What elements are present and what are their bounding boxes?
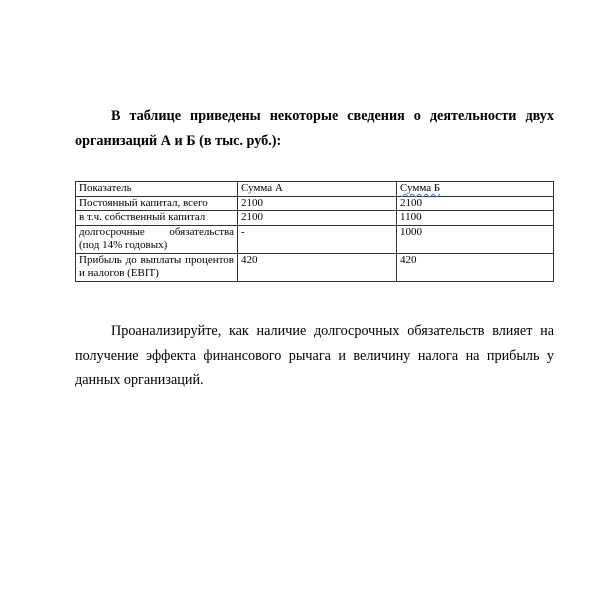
table-row: [76, 196, 554, 211]
table-cell: 2100: [238, 196, 397, 211]
header-cell: Сумма А: [238, 182, 397, 197]
intro-text: В таблице приведены некоторые сведения о деятельности двух организаций А и Б (в тыс. руб.):: [75, 108, 554, 149]
table-row: [76, 211, 554, 226]
table-cell: в т.ч. собственный капитал: [76, 211, 238, 226]
table-header-row: [76, 182, 554, 197]
table-cell: 1000: [397, 225, 554, 253]
table-cell: 2100: [238, 211, 397, 226]
header-cell-text: Сумма Б: [400, 182, 441, 194]
table-cell: Постоянный капитал, всего: [76, 196, 238, 211]
question-paragraph: [75, 319, 554, 393]
table-cell: 1100: [397, 211, 554, 226]
table-row: [76, 253, 554, 281]
data-table: [75, 181, 554, 282]
intro-paragraph: [75, 104, 554, 153]
table-cell: 420: [397, 253, 554, 281]
question-text: Проанализируйте, как наличие долгосрочных обязательств влияет на получение эффекта финансового рычага и величину налога на прибыль у данных организаций.: [75, 323, 554, 388]
table-cell: Прибыль до выплаты процентов и налогов (EBIT): [76, 253, 238, 281]
table-row: [76, 225, 554, 253]
header-cell: Показатель: [76, 182, 238, 197]
header-cell: [397, 182, 554, 197]
table-cell: 2100: [397, 196, 554, 211]
table-cell: -: [238, 225, 397, 253]
table-cell: долгосрочные обязательства (под 14% годовых): [76, 225, 238, 253]
table-cell: 420: [238, 253, 397, 281]
